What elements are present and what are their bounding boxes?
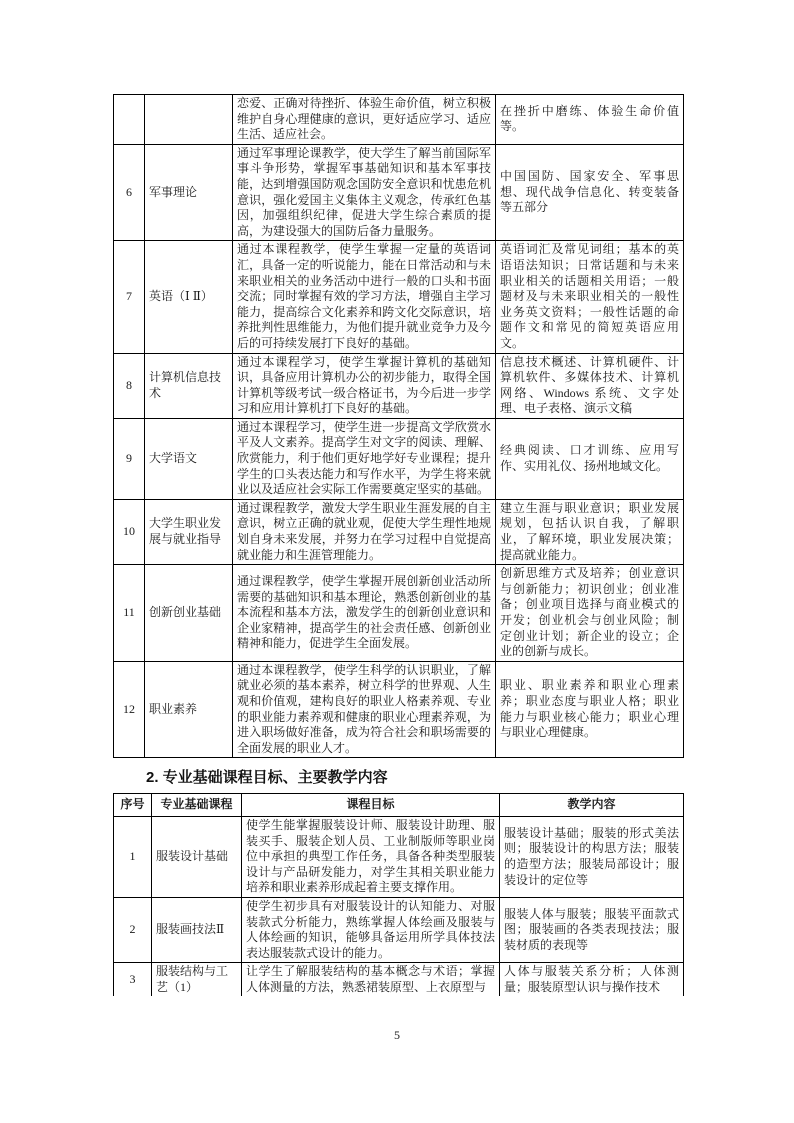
content-cell: 服装设计基础；服装的形式美法则；服装设计的构思方法；服装的造型方法；服装局部设计；服装设计的定位等 — [500, 816, 684, 897]
page-number: 5 — [394, 1028, 400, 1042]
table-row-7 — [114, 241, 684, 353]
content-cell: 中国国防、国家安全、军事思想、现代战争信息化、转变装备等五部分 — [496, 144, 684, 241]
seq-cell: 1 — [114, 816, 152, 897]
seq-cell: 6 — [114, 144, 145, 241]
goal-cell: 恋爱、正确对待挫折、体验生命价值，树立积极维护自身心理健康的意识，更好适应学习、适应生活、适应社会。 — [233, 95, 496, 145]
seq-cell: 7 — [114, 241, 145, 353]
goal-cell: 通过课程教学，激发大学生职业生涯发展的自主意识，树立正确的就业观，促使大学生理性地规划自身未来发展，并努力在学习过程中自觉提高就业能力和生涯管理能力。 — [233, 499, 496, 564]
course-cell: 军事理论 — [145, 144, 233, 241]
table-header-row — [114, 794, 684, 817]
professional-basic-course-table — [113, 793, 684, 996]
content-cell: 职业、职业素养和职业心理素养；职业态度与职业人格；职业能力与职业核心能力；职业心理与职业心理健康。 — [496, 661, 684, 758]
content-cell: 经典阅读、口才训练、应用写作、实用礼仪、扬州地域文化。 — [496, 418, 684, 499]
course-cell: 服装结构与工艺（1） — [152, 963, 242, 997]
section-2-heading: 2. 专业基础课程目标、主要教学内容 — [146, 769, 388, 787]
content-cell: 创新思维方式及培养；创业意识与创新能力；初识创业；创业准备；创业项目选择与商业模式的开发；创业机会与创业风险；制定创业计划；新企业的设立；企业的创新与成长。 — [496, 565, 684, 662]
goal-cell: 通过本课程教学，使学生科学的认识职业，了解就业必须的基本素养，树立科学的世界观、人生观和价值观，建构良好的职业人格素养观、专业的职业能力素养观和健康的职业心理素养观，为进入职场做好准备，成为符合社会和职场需要的全面发展的职业人才。 — [233, 661, 496, 758]
table-row-11 — [114, 565, 684, 662]
course-cell: 大学语文 — [145, 418, 233, 499]
goal-cell: 让学生了解服装结构的基本概念与术语；掌握人体测量的方法，熟悉裙装原型、上衣原型与 — [242, 963, 500, 997]
table-row-3-truncated — [114, 963, 684, 997]
table-row-10 — [114, 499, 684, 564]
seq-cell: 2 — [114, 897, 152, 962]
general-course-table — [113, 94, 684, 758]
page-content — [113, 94, 683, 996]
table-row-continued — [114, 95, 684, 145]
content-cell: 建立生涯与职业意识；职业发展规划，包括认识自我，了解职业，了解环境，职业发展决策；提高就业能力。 — [496, 499, 684, 564]
goal-cell: 通过军事理论课教学，使大学生了解当前国际军事斗争形势，掌握军事基础知识和基本军事技能，达到增强国防观念国防安全意识和忧患危机意识，强化爱国主义集体主义观念，传承红色基因，加强组织纪律，促进大学生综合素质的提高，为建设强大的国防后备力量服务。 — [233, 144, 496, 241]
seq-cell: 8 — [114, 353, 145, 418]
content-cell: 人体与服装关系分析；人体测量；服装原型认识与操作技术 — [500, 963, 684, 997]
course-cell: 英语（Ⅰ Ⅱ） — [145, 241, 233, 353]
table-row-8 — [114, 353, 684, 418]
course-cell: 服装画技法Ⅱ — [152, 897, 242, 962]
content-cell: 信息技术概述、计算机硬件、计算机软件、多媒体技术、计算机网络、Windows 系统、文字处理、电子表格、演示文稿 — [496, 353, 684, 418]
goal-cell: 通过本课程学习，使学生掌握计算机的基础知识，具备应用计算机办公的初步能力，取得全国计算机等级考试一级合格证书，为今后进一步学习和应用计算机打下良好的基础。 — [233, 353, 496, 418]
seq-cell: 12 — [114, 661, 145, 758]
seq-cell: 11 — [114, 565, 145, 662]
table-row-6 — [114, 144, 684, 241]
goal-cell: 使学生初步具有对服装设计的认知能力、对服装款式分析能力，熟练掌握人体绘画及服装与人体绘画的知识，能够具备运用所学具体技法表达服装款式设计的能力。 — [242, 897, 500, 962]
goal-cell: 通过本课程学习，使学生进一步提高文学欣赏水平及人文素养。提高学生对文字的阅读、理解、欣赏能力，利于他们更好地学好专业课程；提升学生的口头表达能力和写作水平，为学生将来就业以及适应社会实际工作需要奠定坚实的基础。 — [233, 418, 496, 499]
goal-cell: 通过课程教学，使学生掌握开展创新创业活动所需要的基础知识和基本理论，熟悉创新创业的基本流程和基本方法，激发学生的创新创业意识和企业家精神，提高学生的社会责任感、创新创业精神和能力，促进学生全面发展。 — [233, 565, 496, 662]
content-cell: 在挫折中磨练、体验生命价值等。 — [496, 95, 684, 145]
content-cell: 服装人体与服装；服装平面款式图；服装画的各类表现技法；服装材质的表现等 — [500, 897, 684, 962]
seq-cell: 3 — [114, 963, 152, 997]
header-goal: 课程目标 — [242, 794, 500, 817]
goal-cell: 通过本课程教学，使学生掌握一定量的英语词汇，具备一定的听说能力，能在日常活动和与未来职业相关的业务活动中进行一般的口头和书面交流；同时掌握有效的学习方法，增强自主学习能力，提高综合文化素养和跨文化交际意识，培养批判性思维能力，为他们提升就业竞争力及今后的可持续发展打下良好的基础。 — [233, 241, 496, 353]
table-row-2 — [114, 897, 684, 962]
header-course: 专业基础课程 — [152, 794, 242, 817]
course-cell: 大学生职业发展与就业指导 — [145, 499, 233, 564]
seq-cell: 10 — [114, 499, 145, 564]
course-cell — [145, 95, 233, 145]
content-cell: 英语词汇及常见词组；基本的英语语法知识；日常话题和与未来职业相关的话题相关用语；一般题材及与未来职业相关的一般性业务英文资料；一般性话题的命题作文和常见的简短英语应用文。 — [496, 241, 684, 353]
header-content: 教学内容 — [500, 794, 684, 817]
table-row-12 — [114, 661, 684, 758]
course-cell: 计算机信息技术 — [145, 353, 233, 418]
course-cell: 职业素养 — [145, 661, 233, 758]
goal-cell: 使学生能掌握服装设计师、服装设计助理、服装买手、服装企划人员、工业制版师等职业岗位中承担的典型工作任务，具备各种类型服装设计与产品研发能力，对学生其相关职业能力培养和职业素养形成起着主要支撑作用。 — [242, 816, 500, 897]
course-cell: 服装设计基础 — [152, 816, 242, 897]
course-cell: 创新创业基础 — [145, 565, 233, 662]
header-seq: 序号 — [114, 794, 152, 817]
table-row-1 — [114, 816, 684, 897]
seq-cell — [114, 95, 145, 145]
seq-cell: 9 — [114, 418, 145, 499]
table-row-9 — [114, 418, 684, 499]
